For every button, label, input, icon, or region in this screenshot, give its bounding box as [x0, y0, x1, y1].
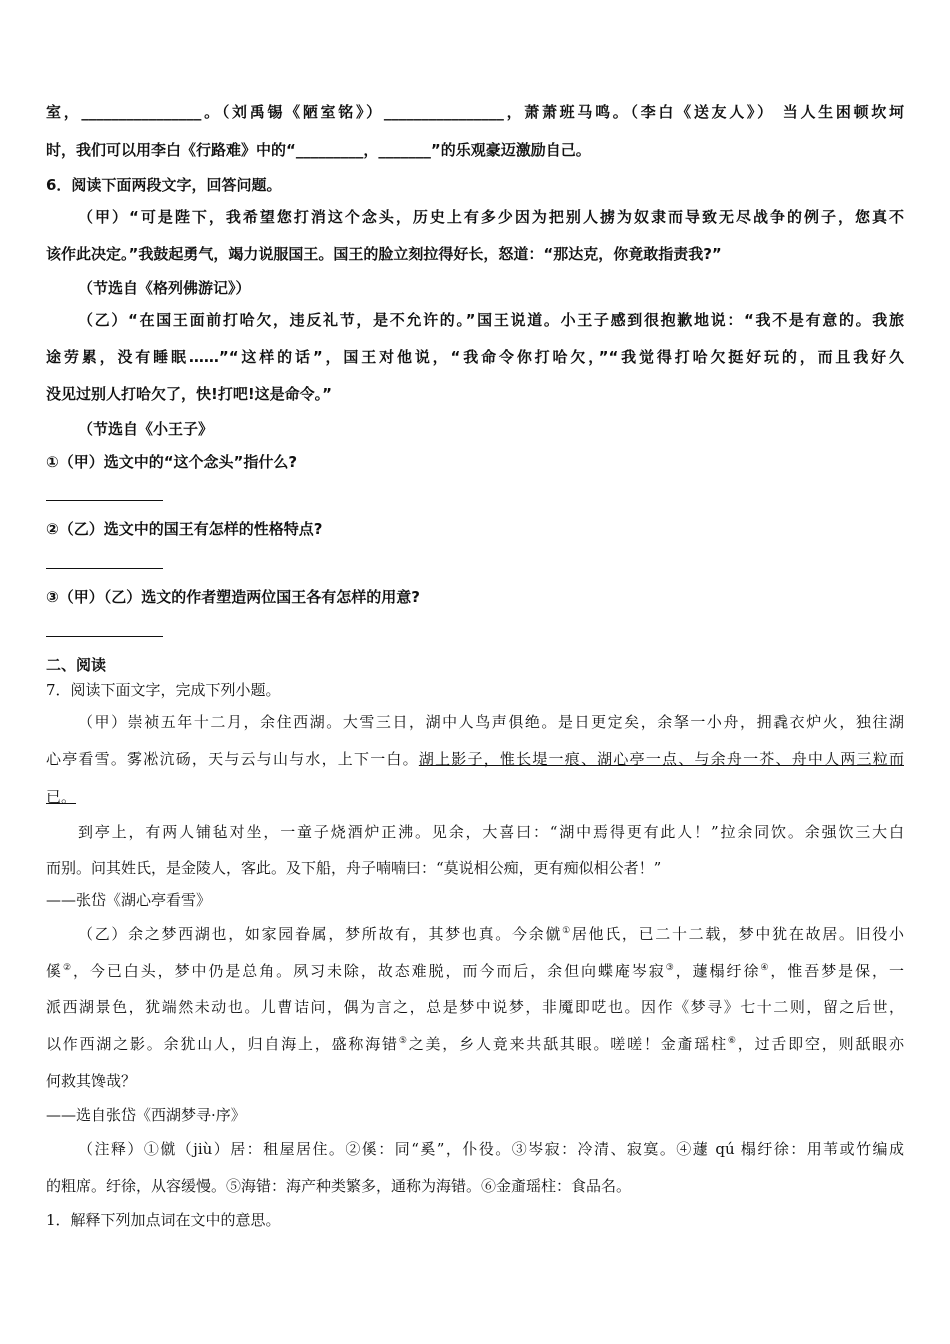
note-mark-3: ③ — [665, 963, 676, 973]
q7-jia-underlined-sentence: 湖上影子，惟长堤一痕、湖心亭一点、与余舟一芥、舟中人两三粒而 — [418, 750, 904, 768]
q7-yi-line-4-b: 之美，乡人竟来共舐其眼。嗟嗟！金齑瑶柱 — [408, 1035, 728, 1053]
q7-yi-line-4 — [46, 1034, 904, 1054]
note-mark-4: ④ — [760, 963, 771, 973]
q6-yi-line-3: 没见过别人打哈欠了，快!打吧!这是命令。” — [46, 385, 333, 403]
q6-yi-line-1: （乙）“在国王面前打哈欠，违反礼节，是不允许的。”国王说道。小王子感到很抱歉地说：“我不是有意的。我旅 — [78, 311, 904, 329]
q6-sub-question-2: ②（乙）选文中的国王有怎样的性格特点? — [46, 520, 323, 538]
q6-answer-line-2[interactable] — [46, 568, 163, 569]
q7-yi-line-3: 派西湖景色，犹端然未动也。儿曹诘问，偶为言之，总是梦中说梦，非魇即呓也。因作《梦寻》七十二则，留之后世， — [46, 998, 904, 1016]
q7-yi-line-5: 何救其馋哉？ — [46, 1072, 137, 1090]
q6-answer-line-1[interactable] — [46, 500, 163, 501]
note-mark-1: ① — [562, 926, 572, 936]
q7-yi-line-2-b: ，今已白头，梦中仍是总角。夙习未除，故态难脱，而今而后，余但向蝶庵岑寂 — [72, 962, 666, 980]
q7-jia-p2-line-1: 到亭上，有两人铺毡对坐，一童子烧酒炉正沸。见余，大喜曰：“湖中焉得更有此人！”拉余同饮。余强饮三大白 — [78, 823, 904, 841]
q7-jia-line-2 — [46, 749, 904, 769]
q7-yi-source: ——选自张岱《西湖梦寻·序》 — [46, 1106, 246, 1124]
q6-sub-question-1: ①（甲）选文中的“这个念头”指什么? — [46, 453, 298, 471]
q5-fill-line-1: 室，________________。（刘禹锡《陋室铭》）________________，萧萧班马鸣。（李白《送友人》） 当人生困顿坎坷 — [46, 103, 904, 121]
q6-jia-line-2: 该作此决定。”我鼓起勇气，竭力说服国王。国王的脸立刻拉得好长，怒道：“那达克，你竟敢指责我?” — [46, 245, 722, 263]
q5-fill-line-2: 时，我们可以用李白《行路难》中的“_________，_______”的乐观豪迈激励自己。 — [46, 141, 591, 159]
q6-heading: 6．阅读下面两段文字，回答问题。 — [46, 176, 282, 194]
q7-task-1: 1．解释下列加点词在文中的意思。 — [46, 1211, 281, 1229]
q7-yi-line-2 — [46, 961, 904, 981]
q7-yi-line-1-b: 居他氏，已二十二载，梦中犹在故居。旧役小 — [571, 925, 904, 943]
q7-yi-line-2-c: ，蘧榻纡徐 — [675, 962, 761, 980]
q6-answer-line-3[interactable] — [46, 636, 163, 637]
q7-yi-line-1 — [78, 924, 904, 944]
q7-yi-line-2-d: ，惟吾梦是保，一 — [770, 962, 904, 980]
q7-notes-line-2: 的粗席。纡徐，从容缓慢。⑤海错：海产种类繁多，通称为海错。⑥金齑瑶柱：食品名。 — [46, 1177, 632, 1195]
q7-heading: 7．阅读下面文字，完成下列小题。 — [46, 681, 281, 699]
q7-jia-p2-line-2: 而别。问其姓氏，是金陵人，客此。及下船，舟子喃喃曰：“莫说相公痴，更有痴似相公者！” — [46, 859, 662, 877]
q7-jia-source: ——张岱《湖心亭看雪》 — [46, 891, 212, 909]
q6-jia-line-1: （甲）“可是陛下，我希望您打消这个念头，历史上有多少因为把别人掳为奴隶而导致无尽战争的例子，您真不 — [78, 208, 904, 226]
q7-jia-line-3: 已。 — [46, 788, 77, 806]
note-mark-2: ② — [62, 963, 73, 973]
q7-jia-line-1: （甲）崇祯五年十二月，余住西湖。大雪三日，湖中人鸟声俱绝。是日更定矣，余拏一小舟，拥毳衣炉火，独往湖 — [78, 713, 904, 731]
q6-yi-source: （节选自《小王子》 — [78, 420, 214, 438]
q7-yi-line-2-a: 傒 — [46, 962, 63, 980]
q6-jia-source: （节选自《格列佛游记》） — [78, 279, 251, 297]
q7-notes-line-1: （注释）①僦（jiù）居：租屋居住。②傒：同“奚”，仆役。③岑寂：冷清、寂寞。④蘧 qú 榻纡徐：用苇或竹编成 — [78, 1140, 904, 1158]
note-mark-5: ⑤ — [398, 1036, 409, 1046]
section-title-reading: 二、阅读 — [46, 656, 107, 674]
q7-yi-line-4-c: ，过舌即空，则舐眼亦 — [737, 1035, 904, 1053]
q7-jia-line-2-plain: 心亭看雪。雾凇沆砀，天与云与山与水，上下一白。 — [46, 750, 419, 768]
q7-yi-line-1-a: （乙）余之梦西湖也，如家园眷属，梦所故有，其梦也真。今余僦 — [78, 925, 563, 943]
note-mark-6: ⑥ — [727, 1036, 738, 1046]
q7-yi-line-4-a: 以作西湖之影。余犹山人，归自海上，盛称海错 — [46, 1035, 399, 1053]
q6-sub-question-3: ③（甲）（乙）选文的作者塑造两位国王各有怎样的用意? — [46, 588, 420, 606]
q6-yi-line-2: 途劳累，没有睡眠……”“这样的话”，国王对他说，“我命令你打哈欠，”“我觉得打哈欠挺好玩的，而且我好久 — [46, 348, 904, 366]
